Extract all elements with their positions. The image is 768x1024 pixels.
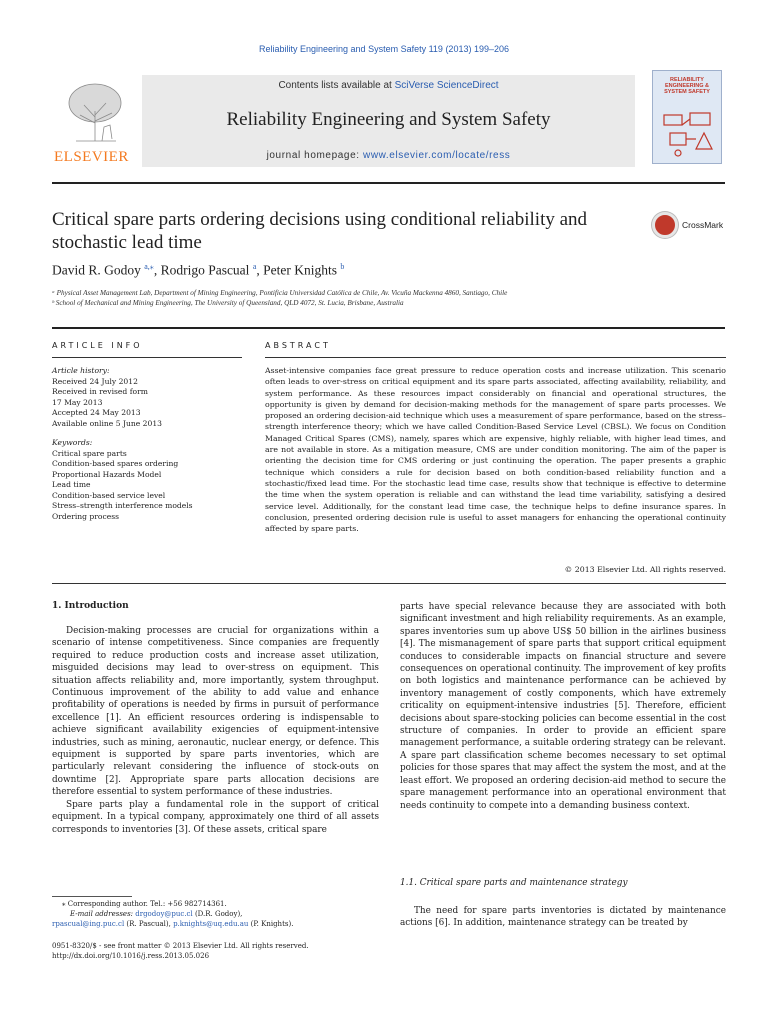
keyword: Condition-based service level <box>52 490 166 500</box>
right-column-continued <box>400 905 726 930</box>
keyword: Critical spare parts <box>52 448 127 458</box>
contents-prefix: Contents lists available at <box>278 80 395 91</box>
issn-line: 0951-8320/$ - see front matter © 2013 Elsevier Ltd. All rights reserved. <box>52 942 309 950</box>
homepage-link[interactable]: www.elsevier.com/locate/ress <box>363 150 511 161</box>
journal-citation[interactable]: Reliability Engineering and System Safety 119 (2013) 199–206 <box>259 44 509 54</box>
author-name[interactable]: Peter Knights <box>263 262 337 278</box>
masthead <box>52 75 732 167</box>
author-affil-sup[interactable]: b <box>340 262 345 271</box>
publisher-logo[interactable] <box>52 75 136 167</box>
corresponding-author: ⁎ Corresponding author. Tel.: +56 982714361. <box>62 900 227 908</box>
affiliation: ᵇ School of Mechanical and Mining Engineering, The University of Queensland, QLD 4072, St. Lucia, Brisbane, Australia <box>52 299 404 307</box>
homepage-prefix: journal homepage: <box>266 150 363 161</box>
email-owner: (R. Pascual), <box>124 920 174 928</box>
crossmark-label: CrossMark <box>682 220 724 230</box>
keywords-label: Keywords: <box>52 438 93 447</box>
crossmark-badge[interactable] <box>652 212 732 242</box>
article-history <box>52 366 242 429</box>
footnote-rule <box>52 896 132 897</box>
abstract-heading: ABSTRACT <box>265 341 331 350</box>
keyword-list <box>52 438 242 522</box>
publisher-wordmark: ELSEVIER <box>54 149 129 165</box>
history-item: Received in revised form <box>52 387 148 396</box>
copyright-line: © 2013 Elsevier Ltd. All rights reserved. <box>564 565 726 574</box>
email-line <box>52 919 382 929</box>
paragraph: Spare parts play a fundamental role in the support of critical equipment. In a typical company, approximately one third of all assets corresponds to inventories [3]. Of these assets, critical spare <box>52 799 379 835</box>
keyword: Lead time <box>52 480 91 489</box>
front-matter-meta <box>52 941 382 961</box>
author-affil-sup[interactable]: a <box>252 262 257 271</box>
email-owner: (P. Knights). <box>248 920 294 928</box>
email-link[interactable]: rpascual@ing.puc.cl <box>52 920 125 928</box>
keyword: Ordering process <box>52 511 120 521</box>
paragraph: Decision-making processes are crucial for organizations within a scenario of intense competitiveness. Since companies are frequently required to reduce production costs and increase asset utilization, misguided decisions may lead to over-stress on equipment. This situation affects reliability and, more importantly, system throughput. Continuous improvement of the ability to add value and enhance profitability of operations is needed by firms in pursuit of performance excellence [1]. An efficient resources ordering is indispensable to achieve significant availability exigencies of equipment-intensive industries, such as mining, aeronautic, nuclear energy, or defence. This equipment is supported by spare parts inventories, which are particularly relevant considering the influence of stock-outs on downtime [2]. Appropriate spare parts allocation decisions are therefore essential to system performance of these industries. <box>52 626 379 798</box>
journal-cover[interactable] <box>652 70 722 164</box>
sciencedirect-link[interactable]: SciVerse ScienceDirect <box>394 80 499 91</box>
section-heading: 1. Introduction <box>52 601 129 611</box>
abstract-rule <box>265 357 726 358</box>
email-owner: (D.R. Godoy), <box>192 910 243 918</box>
email-line <box>52 909 382 919</box>
abstract-text: Asset-intensive companies face great pressure to reduce operation costs and increase utilization. This scenario often leads to over-stress on critical equipment and its spare parts associated, affecting availability, reliability, and system performance. As these resources impact considerably on financial and operational structures, the opportunity is given by demand for decision-making methods for the management of spare parts processes. We proposed an ordering decision-aid technique which uses a measurement of spare performance, based on the stress–strength interference theory; which we have called Condition-Based Service Level (CBSL). We focus on Condition Managed Critical Spares (CMS), namely, spares which are expensive, highly reliable, with higher lead times, and are not available in store. As a mitigation measure, CMS are under condition monitoring. The aim of the paper is orienting the decision time for CMS ordering or just continuing the operation. The paper presents a graphic technique which considers a rule for decision based on both condition-based reliability function and a stochastic/fixed lead time. For the stochastic lead time case, results show that technique is effective to determine the time when the system operation is reliable and can withstand the lead time variability, satisfying a desired service level. Additionally, for the constant lead time case, the technique helps to define insurance spares. In conclusion, presented ordering decision rule is useful to asset managers for enhancing the operational continuity affected by spare parts. <box>265 366 726 534</box>
author-name[interactable]: Rodrigo Pascual <box>160 262 250 278</box>
section-rule <box>52 327 725 329</box>
history-item: Received 24 July 2012 <box>52 376 138 386</box>
journal-band <box>142 75 635 167</box>
right-column-text <box>400 601 726 812</box>
homepage-line <box>142 150 635 161</box>
cover-art-icon <box>660 109 716 159</box>
contents-line <box>142 80 635 91</box>
article-info-heading: ARTICLE INFO <box>52 341 143 350</box>
paragraph: parts have special relevance because they are associated with both significant investment and high reliability requirements. As an example, spares inventories sum up above US$ 50 billion in the airlines business [4]. The mismanagement of spare parts that support critical equipment conduces to considerable impacts on financial structure and severe consequences on operational continuity. The improvement of key profits on both logistics and maintenance performance can be achieved by inventory management of costly components, which have extremely criticality on equipment-intensive industries [5]. Therefore, efficient decisions about spare-stocking policies can become essential in the cost structure of companies. In order to provide an efficient spare management performance, a suitable ordering strategy can be relevant. A spare part classification scheme becomes necessary to set optimal policies for those spares that may affect the system the most, and at the least effort. We proposed an ordering decision-aid method to secure the spare management performance into an operational environment that needs continuity to compete into a demanding business context. <box>400 602 726 811</box>
cover-title: RELIABILITY ENGINEERING & SYSTEM SAFETY <box>664 77 710 95</box>
keyword: Condition-based spares ordering <box>52 459 179 468</box>
affiliations <box>52 288 732 308</box>
emails-prefix: E-mail addresses: <box>70 910 136 918</box>
doi-link[interactable]: http://dx.doi.org/10.1016/j.ress.2013.05.026 <box>52 952 210 960</box>
abstract-end-rule <box>52 583 726 584</box>
article-title: Critical spare parts ordering decisions using conditional reliability and stochastic lead time <box>52 209 588 253</box>
email-link[interactable]: p.knights@uq.edu.au <box>173 920 249 928</box>
crossmark-icon <box>652 212 678 238</box>
left-column-text <box>52 625 379 836</box>
keyword: Proportional Hazards Model <box>52 469 162 479</box>
info-rule <box>52 357 242 358</box>
keyword: Stress–strength interference models <box>52 501 193 510</box>
history-item: Accepted 24 May 2013 <box>52 408 141 417</box>
author-list: David R. Godoy $^{a,⁎}$, Rodrigo Pascual $^a$, Peter Knights $^b$ <box>52 262 345 278</box>
history-item: Available online 5 June 2013 <box>52 418 162 428</box>
history-item: 17 May 2013 <box>52 397 103 407</box>
email-link[interactable]: drgodoy@puc.cl <box>135 910 193 918</box>
masthead-rule <box>52 182 725 184</box>
paragraph: The need for spare parts inventories is dictated by maintenance actions [6]. In addition, maintenance strategy can be treated by <box>400 906 726 929</box>
elsevier-tree-icon <box>66 81 124 143</box>
corresponding-footnote <box>52 899 382 929</box>
affiliation: ᵃ Physical Asset Management Lab, Department of Mining Engineering, Pontificia Universidad Católica de Chile, Av. Vicuña Mackenna 4860, Santiago, Chile <box>52 289 508 297</box>
author-name[interactable]: David R. Godoy <box>52 262 141 278</box>
journal-title: Reliability Engineering and System Safety <box>226 109 551 130</box>
subsection-heading: 1.1. Critical spare parts and maintenance strategy <box>400 878 628 888</box>
author-affil-sup[interactable]: a,⁎ <box>144 262 154 271</box>
history-label: Article history: <box>52 366 110 375</box>
